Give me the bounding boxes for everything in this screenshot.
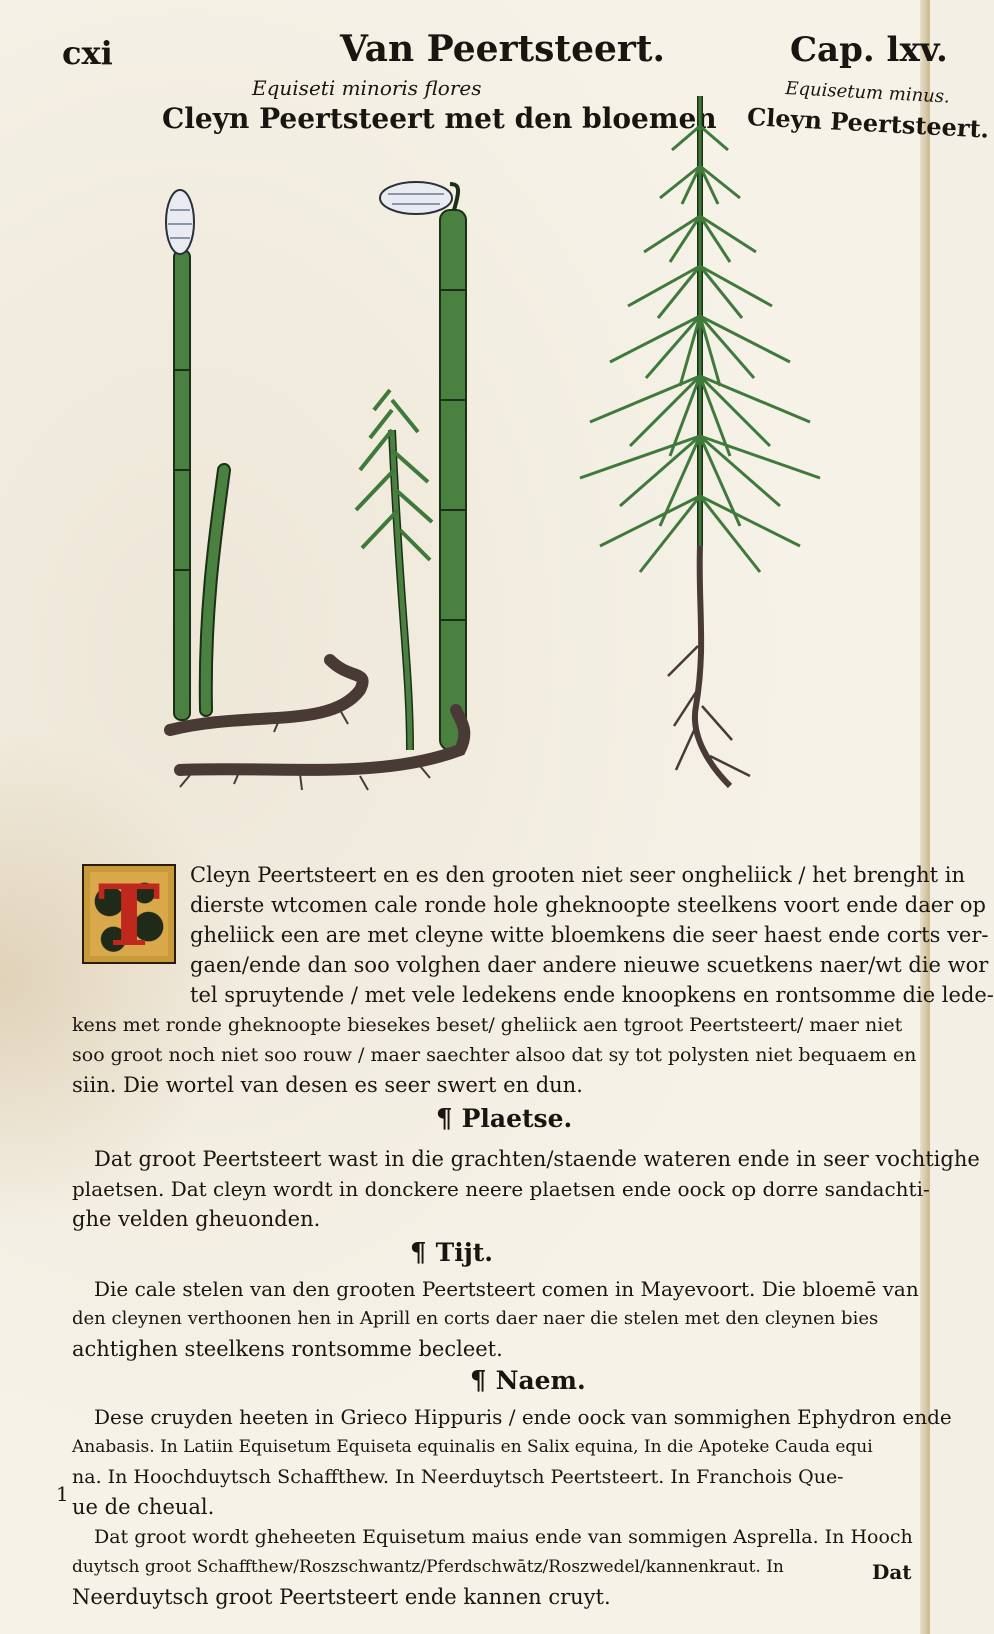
roots [170,660,464,790]
right-plant-illustration [560,86,840,806]
heading-text: Plaetse. [461,1104,573,1133]
catchword: Dat [872,1560,912,1584]
heading-text: Tijt. [435,1238,493,1267]
plant-root [668,546,750,786]
intro-line: dierste wtcomen cale ronde hole gheknoopte steelkens voort ende daer op [190,893,986,917]
tijt-line: Die cale stelen van den grooten Peertsteert comen in Mayevoort. Die bloemē van [94,1277,919,1301]
left-figure-latin-caption: Equiseti minoris flores [252,76,482,100]
naem-line: Dese cruyden heeten in Grieco Hippuris / ende oock van sommighen Ephydron ende [94,1405,952,1429]
chapter-number: Cap. lxv. [790,30,948,70]
initial-letter: T [97,866,161,965]
folio-number: cxi [62,34,113,72]
page-edge [920,0,930,1634]
intro-line: gaen/ende dan soo volghen daer andere nieuwe scuetkens naer/wt die wor [190,953,989,977]
plaetse-line: ghe velden gheuonden. [72,1207,321,1231]
running-title: Van Peertsteert. [340,28,666,70]
naem-line: na. In Hoochduytsch Schaffthew. In Neerduytsch Peertsteert. In Franchois Que- [72,1466,844,1488]
naem-line: ue de cheual. [72,1495,215,1519]
intro-line: gheliick een are met cleyne witte bloemkens die seer haest ende corts ver- [190,923,989,947]
leafy-shoot [356,390,432,750]
left-plant-illustration [160,170,520,810]
paragraph-mark-icon: ¶ [410,1238,436,1268]
intro-line: Cleyn Peertsteert en es den grooten niet seer ongheliick / het brenght in [190,863,966,887]
left-figure-dutch-caption: Cleyn Peertsteert met den bloemen [162,102,717,135]
naem-line: duytsch groot Schaffthew/Roszschwantz/Pferdschwātz/Roszwedel/kannenkraut. In [72,1557,784,1577]
naem-line: Dat groot wordt gheheeten Equisetum maius ende van sommigen Asprella. In Hooch [94,1526,913,1548]
tall-flower-stem-left [166,190,194,720]
section-heading-plaetse [436,1104,572,1134]
decorated-initial [82,864,176,964]
section-heading-tijt [410,1238,493,1268]
section-heading-naem [470,1366,586,1396]
tijt-line: achtighen steelkens rontsomme becleet. [72,1337,503,1361]
branch-stem-left [206,470,224,710]
plaetse-line: Dat groot Peertsteert wast in die grachten/staende wateren ende in seer vochtighe [94,1147,980,1171]
right-figure-dutch-caption: Cleyn Peertsteert. [746,102,990,144]
naem-line: Neerduytsch groot Peertsteert ende kannen cruyt. [72,1585,611,1609]
intro-line: tel spruytende / met vele ledekens ende knoopkens en rontsomme die lede- [190,983,994,1007]
heading-text: Naem. [495,1366,586,1395]
intro-line: soo groot noch niet soo rouw / maer saechter alsoo dat sy tot polysten niet bequaem en [72,1044,917,1066]
plaetse-line: plaetsen. Dat cleyn wordt in donckere neere plaetsen ende oock op dorre sandachti- [72,1177,930,1201]
paragraph-mark-icon: ¶ [436,1104,462,1134]
naem-line: Anabasis. In Latiin Equisetum Equiseta equinalis en Salix equina, In die Apoteke Cauda equi [72,1437,873,1457]
tijt-line: den cleynen verthoonen hen in Aprill en corts daer naer die stelen met den cleynen bies [72,1308,879,1329]
paragraph-mark-icon: ¶ [470,1366,496,1396]
intro-line: kens met ronde gheknoopte biesekes beset/ gheliick aen tgroot Peertsteert/ maer niet [72,1014,903,1036]
margin-marker: 1 [56,1482,69,1506]
right-figure-latin-caption: Equisetum minus. [784,78,951,108]
intro-line: siin. Die wortel van desen es seer swert en dun. [72,1073,583,1097]
